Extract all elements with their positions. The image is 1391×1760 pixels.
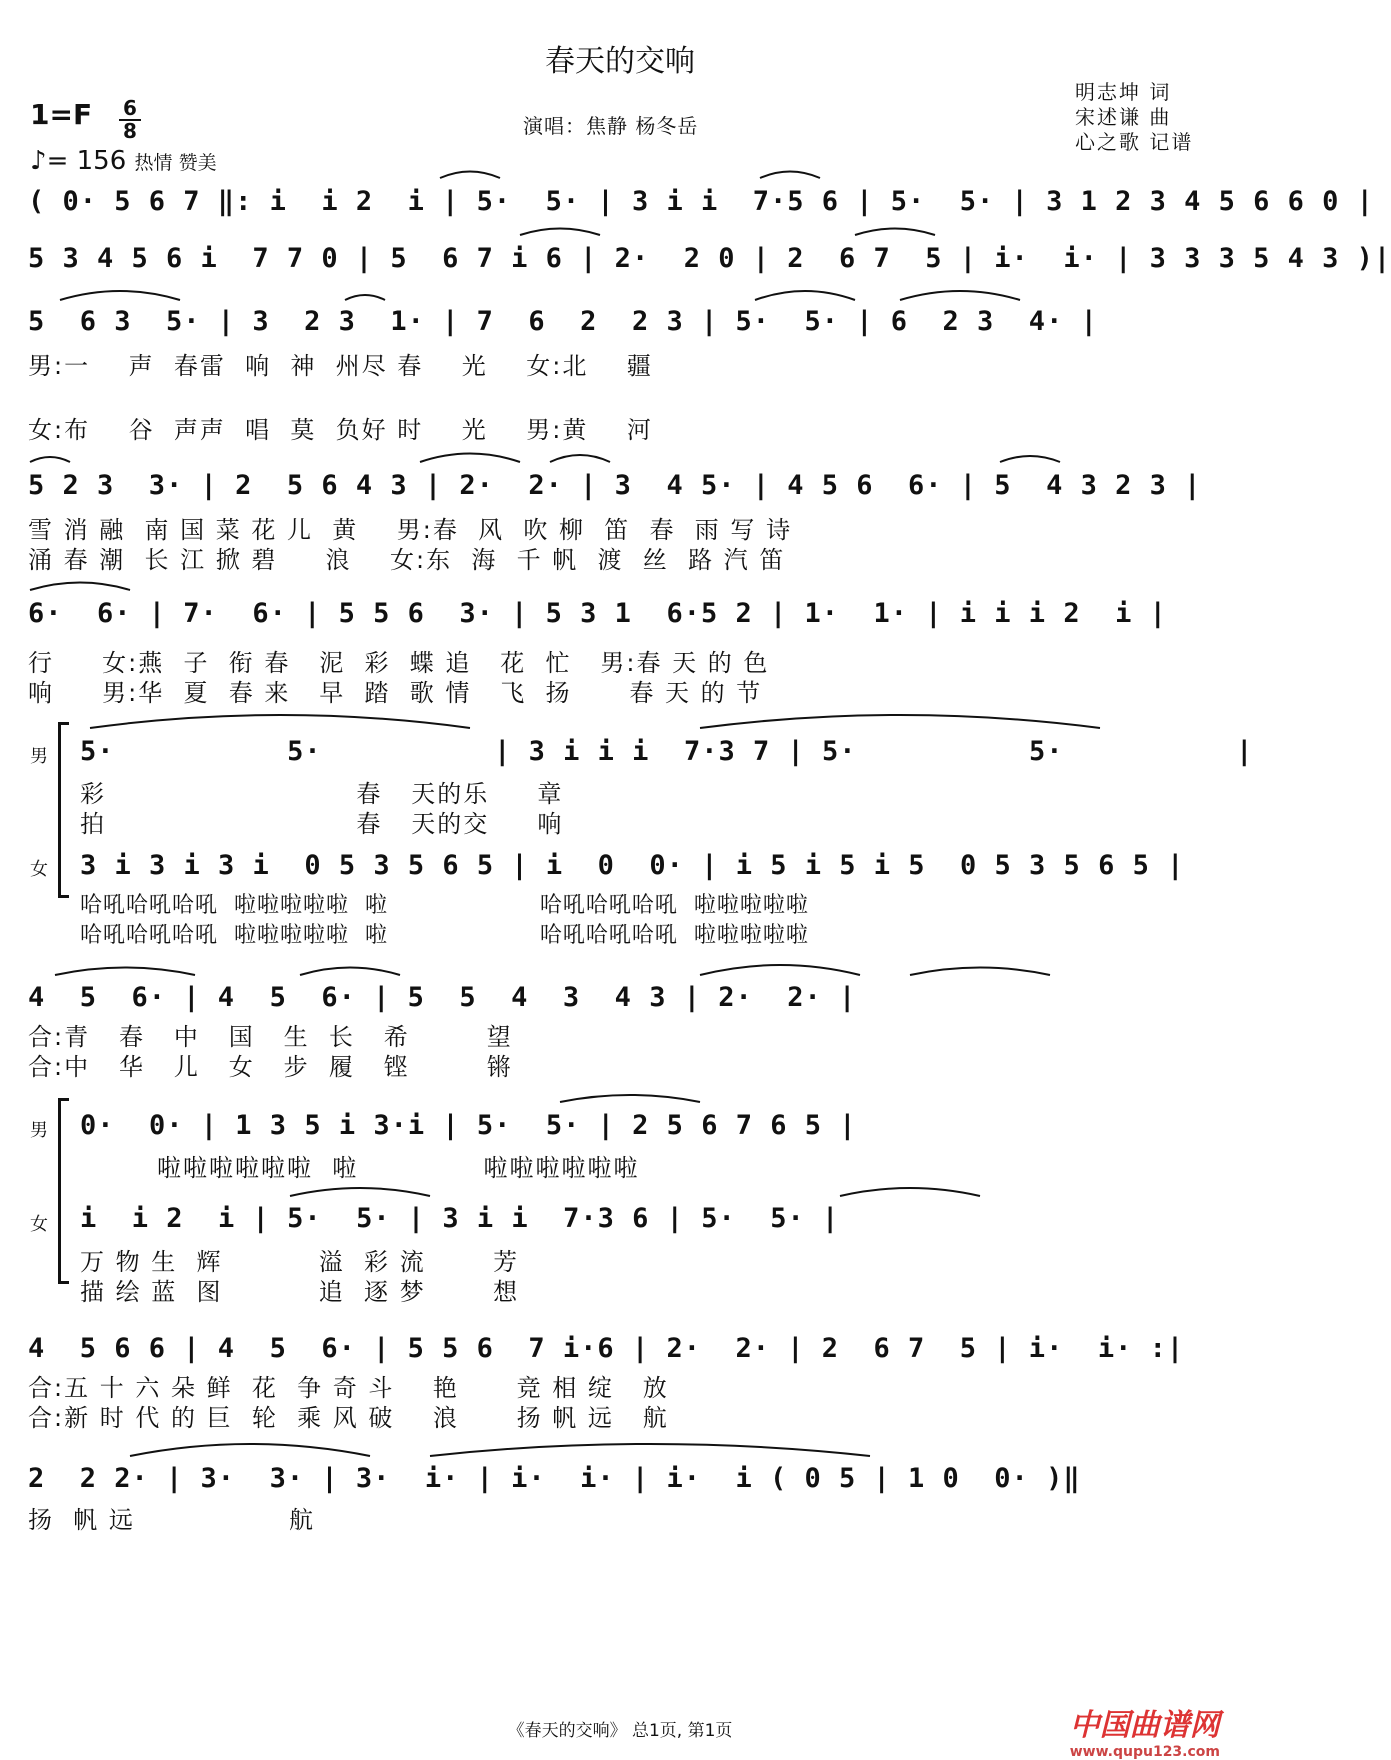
score-line-4: 5 2 3 3· | 2 5 6 4 3 | 2· 2· | 3 4 5· | 4 5 6 6· | 5 4 3 2 3 | <box>28 470 1202 501</box>
singers: 演唱：焦静 杨冬岳 <box>523 114 699 138</box>
part-label-male-2: 男 <box>30 1120 48 1141</box>
credit-transcriber: 心之歌 记谱 <box>1075 130 1194 154</box>
lyric-line-12: 扬 帆 远 航 <box>28 1506 315 1534</box>
time-sig-bottom: 8 <box>123 119 137 143</box>
credit-lyricist: 明志坤 词 <box>1075 80 1172 104</box>
lyric-line-9: 啦啦啦啦啦啦 啦 啦啦啦啦啦啦 <box>80 1154 640 1182</box>
lyric-line-6a: 彩 春 天的乐 章 <box>80 780 564 808</box>
score-line-10-female: i i 2 i | 5· 5· | 3 i i 7·3 6 | 5· 5· | <box>80 1203 840 1234</box>
tempo-mark: ♪= 156 <box>30 146 127 176</box>
score-line-3: 5 6 3 5· | 3 2 3 1· | 7 6 2 2 3 | 5· 5· | 6 2 3 4· | <box>28 306 1098 337</box>
score-line-5: 6· 6· | 7· 6· | 5 5 6 3· | 5 3 1 6·5 2 | 1· 1· | i i i 2 i | <box>28 598 1167 629</box>
key-signature: 1=F <box>30 98 93 131</box>
score-line-9-male: 0· 0· | 1 3 5 i 3·i | 5· 5· | 2 5 6 7 6 5 | <box>80 1110 857 1141</box>
lyric-line-6b: 拍 春 天的交 响 <box>80 810 564 838</box>
part-label-male: 男 <box>30 746 48 767</box>
score-line-12: 2 2 2· | 3· 3· | 3· i· | i· i· | i· i ( 0 5 | 1 0 0· )‖ <box>28 1463 1081 1494</box>
lyric-line-11b: 合:新 时 代 的 巨 轮 乘 风 破 浪 扬 帆 远 航 <box>28 1404 669 1432</box>
lyric-line-8b: 合:中 华 儿 女 步 履 铿 锵 <box>28 1053 513 1081</box>
score-line-7-female: 3 i 3 i 3 i 0 5 3 5 6 5 | i 0 0· | i 5 i 5 i 5 0 5 3 5 6 5 | <box>80 850 1185 881</box>
watermark-logo <box>1070 1700 1220 1760</box>
lyric-line-5a: 行 女:燕 子 衔 春 泥 彩 蝶 追 花 忙 男:春 天 的 色 <box>28 649 770 677</box>
lyric-line-4b: 涌 春 潮 长 江 掀 碧 浪 女:东 海 千 帆 渡 丝 路 汽 笛 <box>28 546 786 574</box>
song-title: 春天的交响 <box>545 44 695 79</box>
lyric-line-5b: 响 男:华 夏 春 来 早 踏 歌 情 飞 扬 春 天 的 节 <box>28 679 763 707</box>
lyric-line-4a: 雪 消 融 南 国 菜 花 儿 黄 男:春 风 吹 柳 笛 春 雨 写 诗 <box>28 516 793 544</box>
tempo-expression: 热情 赞美 <box>134 152 217 174</box>
score-line-6-male: 5· 5· | 3 i i i 7·3 7 | 5· 5· | <box>80 736 1254 767</box>
lyric-line-3b: 女:布 谷 声声 唱 莫 负好 时 光 男:黄 河 <box>28 416 653 444</box>
score-line-1: ( 0· 5 6 7 ‖: i i 2 i | 5· 5· | 3 i i 7·5 6 | 5· 5· | 3 1 2 3 4 5 6 6 0 | <box>28 186 1374 217</box>
watermark-name: 中国曲谱网 <box>1069 1708 1220 1743</box>
score-line-8: 4 5 6· | 4 5 6· | 5 5 4 3 4 3 | 2· 2· | <box>28 982 857 1013</box>
watermark-url: www.qupu123.com <box>1069 1744 1220 1760</box>
lyric-line-7b: 哈吼哈吼哈吼 啦啦啦啦啦 啦 哈吼哈吼哈吼 啦啦啦啦啦 <box>80 923 809 948</box>
lyric-line-10a: 万 物 生 辉 溢 彩 流 芳 <box>80 1248 520 1276</box>
footer-page-info: 《春天的交响》 总1页, 第1页 <box>507 1721 733 1741</box>
time-sig-top: 6 <box>123 96 137 120</box>
score-line-2: 5 3 4 5 6 i 7 7 0 | 5 6 7 i 6 | 2· 2 0 | 2 6 7 5 | i· i· | 3 3 3 5 4 3 )| <box>28 243 1391 274</box>
score-line-11: 4 5 6 6 | 4 5 6· | 5 5 6 7 i·6 | 2· 2· | 2 6 7 5 | i· i· :| <box>28 1333 1185 1364</box>
credit-composer: 宋述谦 曲 <box>1075 105 1172 129</box>
lyric-line-11a: 合:五 十 六 朵 鲜 花 争 奇 斗 艳 竞 相 绽 放 <box>28 1374 669 1402</box>
lyric-line-3a: 男:一 声 春雷 响 神 州尽 春 光 女:北 疆 <box>28 352 653 380</box>
lyric-line-7a: 哈吼哈吼哈吼 啦啦啦啦啦 啦 哈吼哈吼哈吼 啦啦啦啦啦 <box>80 893 809 918</box>
part-label-female: 女 <box>30 859 48 880</box>
part-label-female-2: 女 <box>30 1214 48 1235</box>
lyric-line-8a: 合:青 春 中 国 生 长 希 望 <box>28 1023 513 1051</box>
lyric-line-10b: 描 绘 蓝 图 追 逐 梦 想 <box>80 1278 520 1306</box>
